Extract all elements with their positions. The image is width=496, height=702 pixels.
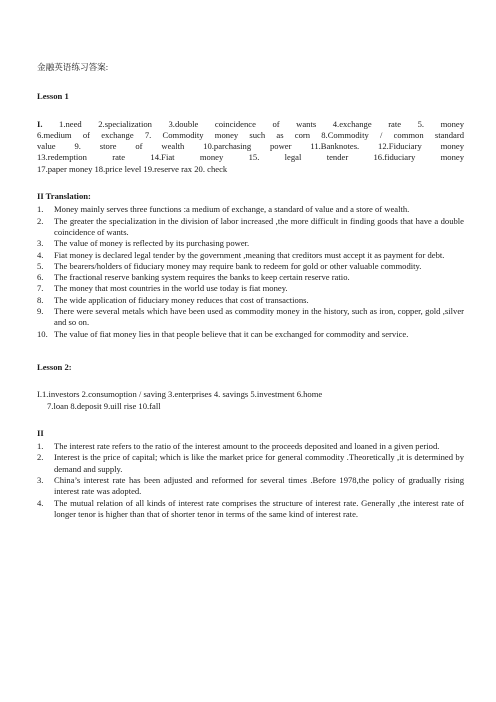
item-text: Money mainly serves three functions :a medium of exchange, a standard of value and a store of wealth.: [54, 204, 410, 215]
section-2-heading: II: [37, 427, 44, 438]
section-number: I.: [37, 118, 43, 129]
item-number: 2.: [37, 215, 44, 226]
item-text: The wide application of fiduciary money reduces that cost of transactions.: [54, 294, 309, 305]
item-text: The interest rate refers to the ratio of the interest amount to the proceeds deposited and loaned in a given period.: [54, 441, 440, 452]
translation-heading: II Translation:: [37, 191, 91, 202]
item-text: The greater the specialization in the division of labor increased ,the more difficult in finding goods that have a double coincidence of wants.: [54, 215, 464, 237]
list-item: [37, 250, 464, 261]
list-item: [37, 216, 464, 239]
translation-list: [37, 204, 464, 340]
item-number: 4.: [37, 249, 44, 260]
item-text: The mutual relation of all kinds of interest rate comprises the structure of interest rate. Generally ,the interest rate of longer tenor is higher than that of shorter tenor in terms of the same kind of interest rate.: [54, 497, 464, 519]
vocab-line: value 9. store of wealth 10.parchasing power 11.Banknotes. 12.Fiduciary money: [37, 141, 464, 152]
vocab-line: 13.redemption rate 14.Fiat money 15. legal tender 16.fiduciary money: [37, 152, 464, 163]
list-item: [37, 272, 464, 283]
item-number: 1.: [37, 441, 44, 452]
item-text: The value of money is reflected by its purchasing power.: [54, 238, 250, 249]
list-item: [37, 261, 464, 272]
lesson-2-vocabulary: [37, 389, 464, 412]
item-number: 5.: [37, 260, 44, 271]
list-item: [37, 283, 464, 294]
lesson-2-list: [37, 441, 464, 520]
vocab-line-text: 1.need 2.specialization 3.double coincidence of wants 4.exchange rate 5. money: [59, 118, 464, 129]
document-title: 金融英语练习答案:: [37, 62, 109, 72]
list-item: [37, 204, 464, 215]
vocab-line: 7.loan 8.deposit 9.uill rise 10.fall: [47, 400, 161, 411]
item-number: 4.: [37, 497, 44, 508]
lesson-1-vocabulary: [37, 119, 464, 175]
list-item: [37, 329, 464, 340]
item-number: 1.: [37, 204, 44, 215]
vocab-line: 17.paper money 18.price level 19.reserve rax 20. check: [37, 163, 228, 174]
item-text: The value of fiat money lies in that people believe that it can be exchanged for commodity and service.: [54, 328, 409, 339]
lesson-2-heading: Lesson 2:: [37, 361, 72, 372]
item-number: 6.: [37, 272, 44, 283]
list-item: [37, 452, 464, 475]
item-number: 8.: [37, 294, 44, 305]
item-text: There were several metals which have been used as commodity money in the history, such as iron, copper, gold ,silver and so on.: [54, 306, 464, 328]
item-number: 9.: [37, 306, 44, 317]
item-text: Interest is the price of capital; which is like the market price for general commodity .Theoretically ,it is determined by demand and supply.: [54, 452, 464, 474]
list-item: [37, 238, 464, 249]
list-item: [37, 441, 464, 452]
list-item: [37, 498, 464, 521]
item-number: 10.: [37, 328, 48, 339]
item-text: The bearers/holders of fiduciary money may require bank to redeem for gold or other valuable commodity.: [54, 260, 422, 271]
list-item: [37, 475, 464, 498]
lesson-1-heading: Lesson 1: [37, 91, 69, 102]
item-text: China’s interest rate has been adjusted and reformed for several times .Before 1978,the policy of gradually rising interest rate was adopted.: [54, 475, 464, 497]
item-number: 3.: [37, 238, 44, 249]
item-text: Fiat money is declared legal tender by the government ,meaning that creditors must accept it as payment for debt.: [54, 249, 445, 260]
item-text: The fractional reserve banking system requires the banks to keep certain reserve ratio.: [54, 272, 350, 283]
spacer: [37, 340, 464, 362]
item-text: The money that most countries in the world use today is fiat money.: [54, 283, 288, 294]
vocab-line: 6.medium of exchange 7. Commodity money such as corn 8.Commodity / common standard: [37, 129, 464, 140]
item-number: 3.: [37, 475, 44, 486]
list-item: [37, 295, 464, 306]
item-number: 2.: [37, 452, 44, 463]
vocab-line: I.1.investors 2.consumoption / saving 3.enterprises 4. savings 5.investment 6.home: [37, 389, 323, 400]
vocab-line: [37, 119, 464, 130]
item-number: 7.: [37, 283, 44, 294]
list-item: [37, 306, 464, 329]
